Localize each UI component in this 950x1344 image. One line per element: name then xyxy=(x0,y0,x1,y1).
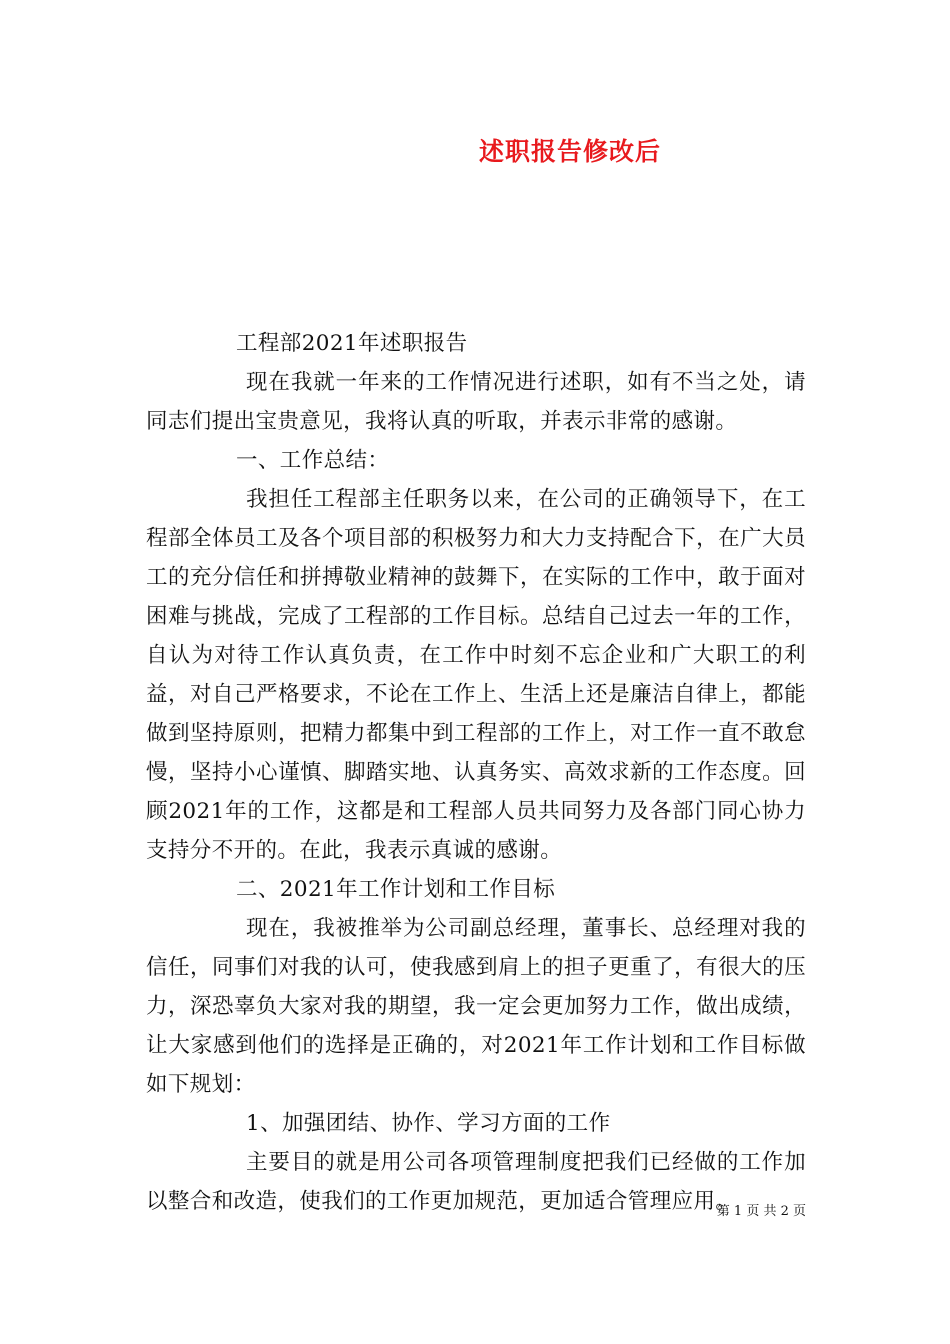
plan-item-heading: 1、加强团结、协作、学习方面的工作 xyxy=(246,1111,611,1136)
plan-item-paragraph: 主要目的就是用公司各项管理制度把我们已经做的工作加以整合和改造，使我们的工作更加规范，更加适合管理应用。 xyxy=(146,1150,806,1214)
report-heading: 工程部2021年述职报告 xyxy=(236,331,468,356)
section-heading-summary: 一、工作总结： xyxy=(236,448,390,473)
page-footer: 第 1 页 共 2 页 xyxy=(716,1204,806,1219)
intro-paragraph: 现在我就一年来的工作情况进行述职，如有不当之处，请同志们提出宝贵意见，我将认真的听取，并表示非常的感谢。 xyxy=(146,370,806,434)
document-title: 述职报告修改后 xyxy=(478,137,661,166)
summary-paragraph: 我担任工程部主任职务以来，在公司的正确领导下，在工程部全体员工及各个项目部的积极努力和大力支持配合下，在广大员工的充分信任和拼搏敬业精神的鼓舞下，在实际的工作中，敢于面对困难与挑战，完成了工程部的工作目标。总结自己过去一年的工作，自认为对待工作认真负责，在工作中时刻不忘企业和广大职工的利益，对自己严格要求，不论在工作上、生活上还是廉洁自律上，都能做到坚持原则，把精力都集中到工程部的工作上，对工作一直不敢怠慢，坚持小心谨慎、脚踏实地、认真务实、高效求新的工作态度。回顾2021年的工作，这都是和工程部人员共同努力及各部门同心协力支持分不开的。在此，我表示真诚的感谢。 xyxy=(146,487,806,863)
plan-paragraph: 现在，我被推举为公司副总经理，董事长、总经理对我的信任，同事们对我的认可，使我感到肩上的担子更重了，有很大的压力，深恐辜负大家对我的期望，我一定会更加努力工作，做出成绩，让大家感到他们的选择是正确的，对2021年工作计划和工作目标做如下规划： xyxy=(146,916,806,1097)
section-heading-plan: 二、2021年工作计划和工作目标 xyxy=(236,877,556,902)
document-body xyxy=(146,324,806,1221)
